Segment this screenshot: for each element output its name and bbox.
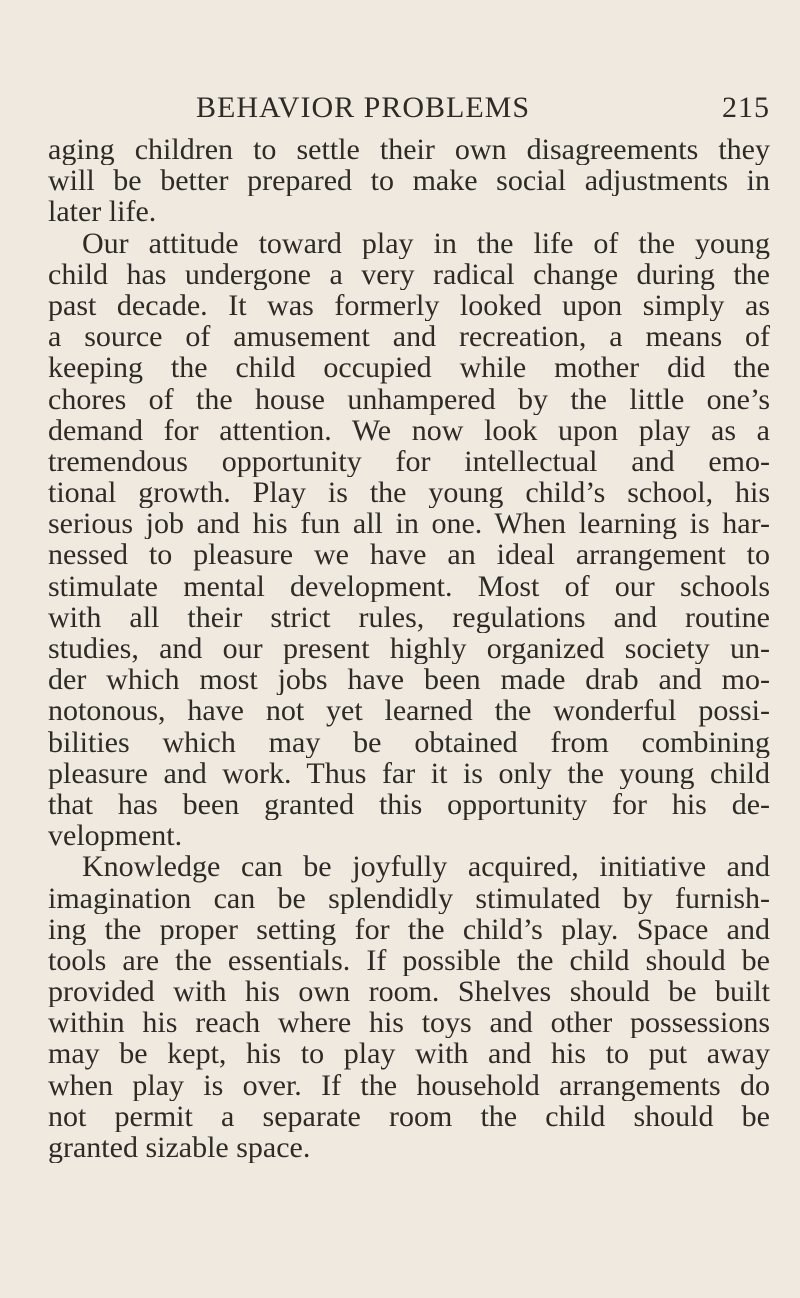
- text-line: serious job and his fun all in one. When learning is har-: [48, 508, 770, 540]
- text-line: child has undergone a very radical change during the: [48, 258, 770, 290]
- text-line: chores of the house unhampered by the little one’s: [48, 383, 770, 415]
- page-header: [196, 88, 770, 128]
- text-line: imagination can be splendidly stimulated by furnish-: [48, 882, 770, 914]
- text-line: notonous, have not yet learned the wonderful possi-: [48, 695, 770, 727]
- text-line: tional growth. Play is the young child’s school, his: [48, 477, 770, 509]
- text-line: that has been granted this opportunity for his de-: [48, 788, 770, 821]
- text-line: when play is over. If the household arrangements do: [48, 1069, 770, 1101]
- text-line: not permit a separate room the child should be: [48, 1100, 770, 1132]
- text-line: Our attitude toward play in the life of the young: [82, 227, 770, 259]
- text-line: der which most jobs have been made drab and mo-: [48, 664, 770, 696]
- text-line: velopment.: [48, 820, 183, 852]
- text-line: keeping the child occupied while mother did the: [48, 352, 770, 384]
- text-line: ing the proper setting for the child’s play. Space and: [48, 913, 770, 945]
- page-number: 215: [722, 91, 770, 124]
- text-line: bilities which may be obtained from combining: [48, 726, 770, 758]
- text-line: Knowledge can be joyfully acquired, initiative and: [82, 851, 770, 883]
- text-line: tremendous opportunity for intellectual and emo-: [48, 445, 770, 478]
- text-line: stimulate mental development. Most of our schools: [48, 570, 770, 602]
- body-text: [48, 134, 770, 1163]
- text-line: aging children to settle their own disagreements they: [48, 134, 770, 166]
- text-line: pleasure and work. Thus far it is only the young child: [48, 757, 770, 789]
- text-line: studies, and our present highly organized society un-: [48, 633, 770, 665]
- text-line: demand for attention. We now look upon play as a: [48, 414, 770, 446]
- text-line: a source of amusement and recreation, a means of: [48, 321, 770, 353]
- text-line: will be better prepared to make social adjustments in: [48, 165, 770, 197]
- text-line: tools are the essentials. If possible the child should be: [48, 944, 770, 977]
- running-title: BEHAVIOR PROBLEMS: [196, 91, 531, 124]
- text-line: provided with his own room. Shelves should be built: [48, 976, 770, 1008]
- text-line: within his reach where his toys and other possessions: [48, 1007, 770, 1039]
- text-line: may be kept, his to play with and his to put away: [48, 1038, 770, 1070]
- text-line: with all their strict rules, regulations and routine: [48, 601, 770, 633]
- text-line: past decade. It was formerly looked upon simply as: [48, 289, 770, 322]
- text-line: nessed to pleasure we have an ideal arrangement to: [48, 539, 770, 571]
- text-line: granted sizable space.: [48, 1132, 311, 1164]
- text-line: later life.: [48, 196, 157, 228]
